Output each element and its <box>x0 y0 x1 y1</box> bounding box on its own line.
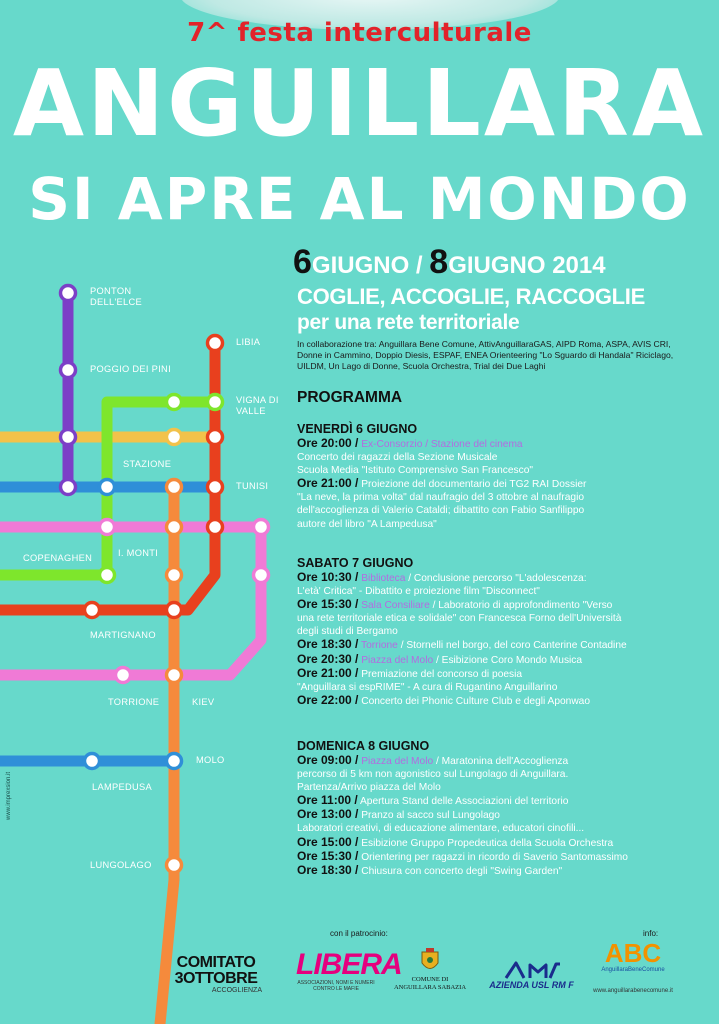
program-line: autore del libro "A Lampedusa" <box>297 518 437 530</box>
program-line: Laboratori creativi, di educazione alimentare, educatori cinofili... <box>297 823 585 835</box>
station-dot <box>61 480 76 495</box>
program-line: Concerto dei ragazzi della Sezione Musicale <box>297 452 498 464</box>
station-dot <box>61 363 76 378</box>
date-month-end: GIUGNO 2014 <box>448 252 606 279</box>
station-copenaghen: COPENAGHEN <box>23 553 93 563</box>
program-line: Ore 20:30 / Piazza del Molo / Esibizione Coro Mondo Musica <box>297 651 583 666</box>
station-libia: LIBIA <box>236 337 261 347</box>
title-si-apre: SI APRE AL MONDO <box>28 165 691 233</box>
station-dot <box>208 430 223 445</box>
title-anguillara: ANGUILLARA <box>12 50 707 157</box>
day-heading: SABATO 7 GIUGNO <box>297 556 414 570</box>
program-line: Ore 21:00 / Premiazione del concorso di poesia <box>297 665 523 680</box>
asl-mark-icon <box>502 960 562 980</box>
station-dot <box>85 754 100 769</box>
station-lungolago: LUNGOLAGO <box>90 860 152 870</box>
station-dot <box>208 395 223 410</box>
station-torrione: TORRIONE <box>108 697 160 707</box>
libera-logo: LIBERA ASSOCIAZIONI, NOMI E NUMERI CONTRO LE MAFIE <box>296 948 402 992</box>
station-dot <box>116 668 131 683</box>
program-title: PROGRAMMA <box>297 389 403 406</box>
program-line: Ore 22:00 / Concerto dei Phonic Culture Club e degli Aponwao <box>297 692 591 707</box>
station-dot <box>167 430 182 445</box>
patrocinio-label: con il patrocinio: <box>330 929 388 938</box>
station-dot <box>61 430 76 445</box>
program-line: Ore 18:30 / Torrione / Stornelli nel borgo, del coro Canterine Contadine <box>297 637 627 652</box>
station-dot <box>61 286 76 301</box>
program-line: Ore 15:30 / Sala Consiliare / Laboratorio di approfondimento "Verso <box>297 597 613 612</box>
station-dot <box>167 858 182 873</box>
slogan-sub: per una rete territoriale <box>297 311 520 334</box>
program-line: Ore 11:00 / Apertura Stand delle Associazioni del territorio <box>297 793 569 808</box>
station-dot <box>254 520 269 535</box>
station-dot <box>167 668 182 683</box>
program-line: "La neve, la prima volta" dal naufragio del 3 ottobre al naufragio <box>297 492 585 504</box>
station-molo: MOLO <box>196 755 225 765</box>
station-lampedusa: LAMPEDUSA <box>92 782 153 792</box>
station-kiev: KIEV <box>192 697 215 707</box>
station-dot <box>85 603 100 618</box>
station-vigna: VIGNA DI VALLE <box>236 395 279 416</box>
station-dot <box>167 603 182 618</box>
comune-logo: COMUNE DI ANGUILLARA SABAZIA <box>385 948 475 992</box>
station-dot <box>167 520 182 535</box>
station-martignano: MARTIGNANO <box>90 630 156 640</box>
program-line: Ore 09:00 / Piazza del Molo / Maratonina dell'Accoglienza <box>297 753 569 767</box>
asl-logo: AZIENDA USL RM F <box>484 960 579 990</box>
program-line: Ore 13:00 / Pranzo al sacco sul Lungolago <box>297 807 500 822</box>
station-monti: I. MONTI <box>118 548 159 558</box>
day-heading: DOMENICA 8 GIUGNO <box>297 739 430 753</box>
program-line: Ore 10:30 / Biblioteca / Conclusione percorso "L'adolescenza: <box>297 570 587 584</box>
date-day-start: 6 <box>293 243 312 281</box>
station-dot <box>208 336 223 351</box>
station-dot <box>100 568 115 583</box>
abc-logo: ABC AnguillaraBeneComune www.anguillarabenecomune.it <box>593 938 673 994</box>
program-line: Ore 15:30 / Orientering per ragazzi in ricordo di Saverio Santomassimo <box>297 848 628 863</box>
collaboration-text: In collaborazione tra: Anguillara Bene Comune, AttivAnguillaraGAS, AIPD Roma, ASPA, AVIS CRI, Donne in Cammino, Doppio Diesis, ESPAF, ENEA Orienteering "Lo Sguardo di Handala" Riciclago, UILDM, Un Lago di Donne, Scuola Orchestra, Trial dei Due Laghi <box>297 339 674 371</box>
program-line: L'età' Critica" - Dibattito e proiezione film "Disconnect" <box>297 586 540 598</box>
program-line: Ore 18:30 / Chiusura con concerto degli "Swing Garden" <box>297 862 563 877</box>
festa-subtitle: 7^ festa interculturale <box>187 18 532 48</box>
program-line: Scuola Media "Istituto Comprensivo San Francesco" <box>297 465 533 477</box>
station-dot <box>100 480 115 495</box>
coat-of-arms-icon <box>420 948 440 974</box>
station-dot <box>167 754 182 769</box>
station-dot <box>208 520 223 535</box>
station-tunisi: TUNISI <box>236 481 269 491</box>
program-line: Partenza/Arrivo piazza del Molo <box>297 782 441 794</box>
program-line: degli studi di Bergamo <box>297 626 398 638</box>
slogan-main: COGLIE, ACCOGLIE, RACCOGLIE <box>297 284 645 309</box>
program-line: Ore 15:00 / Esibizione Gruppo Propedeutica della Scuola Orchestra <box>297 834 614 849</box>
station-dot <box>167 480 182 495</box>
date-day-end: 8 <box>429 243 449 281</box>
station-ponton: PONTON DELL'ELCE <box>90 286 143 307</box>
station-stazione: STAZIONE <box>123 459 172 469</box>
printer-site: www.imprexsion.it <box>6 771 12 820</box>
station-dot <box>254 568 269 583</box>
comitato-logo: COMITATO 3OTTOBRE ACCOGLIENZA <box>174 954 262 994</box>
program-line: Ore 21:00 / Proiezione del documentario dei TG2 RAI Dossier <box>297 476 587 491</box>
date-month-start: GIUGNO / <box>311 252 430 279</box>
program-line: una rete territoriale etica e solidale" con Francesca Forno dell'Università <box>297 613 622 625</box>
station-dot <box>167 395 182 410</box>
station-dot <box>167 568 182 583</box>
program-line: Ore 20:00 / Ex-Consorzio / Stazione del cinema <box>297 436 523 450</box>
info-label: info: <box>643 929 659 938</box>
station-dot <box>100 520 115 535</box>
program-line: percorso di 5 km non agonistico sul Lungolago di Anguillara. <box>297 769 569 781</box>
program-line: dell'accoglienza di Valerio Cataldi; dibattito con Fabio Sanfilippo <box>297 505 585 517</box>
program-line: "Anguillara si espRIME" - A cura di Rugantino Anguillarino <box>297 681 558 693</box>
station-poggio: POGGIO DEI PINI <box>90 364 171 374</box>
station-dot <box>208 480 223 495</box>
day-heading: VENERDÌ 6 GIUGNO <box>297 422 418 436</box>
